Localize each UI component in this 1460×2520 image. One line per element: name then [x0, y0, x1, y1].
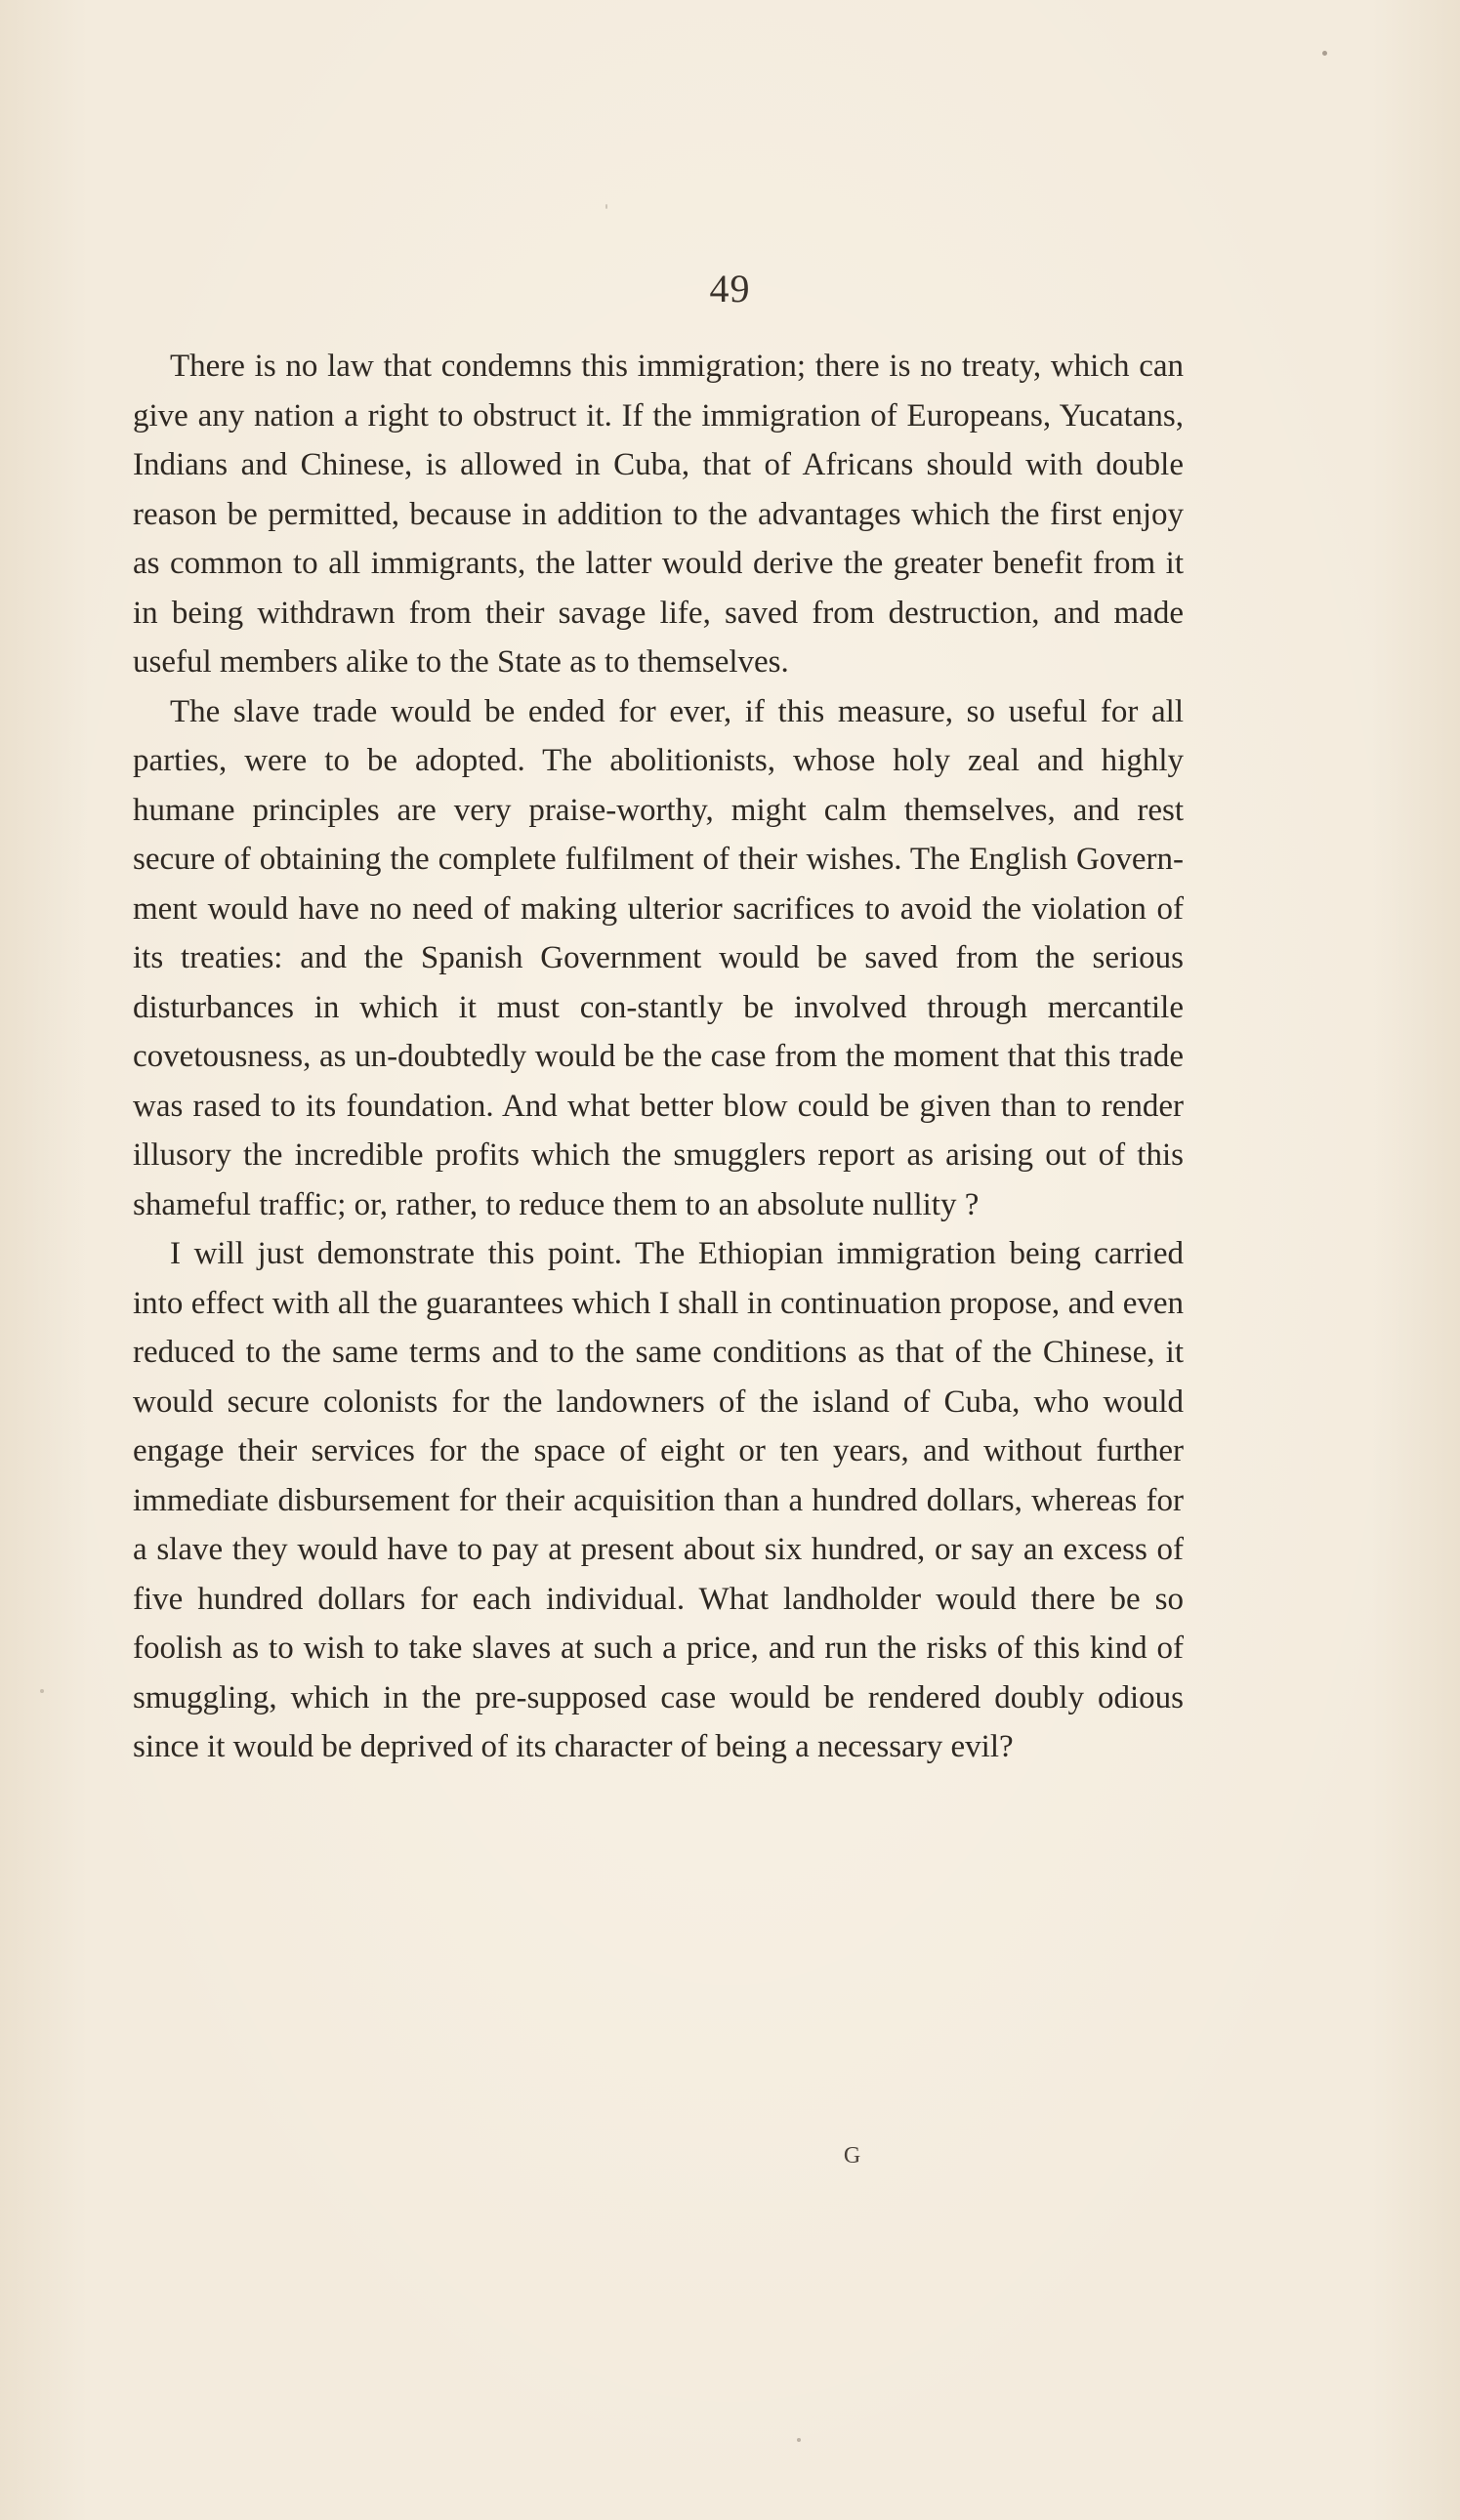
- paper-speck: [605, 204, 607, 209]
- paragraph-1: There is no law that condemns this immigration; there is no treaty, which can give any nation a right to obstruct it. If the immigration of Europeans, Yucatans, Indians and Chinese, is allowed in Cuba, that of Africans should with double reason be permitted, because in addition to the advantages which the first enjoy as common to all immigrants, the latter would derive the greater benefit from it in being withdrawn from their savage life, saved from destruction, and made useful members alike to the State as to themselves.: [133, 349, 1184, 680]
- paragraph-2: The slave trade would be ended for ever, if this measure, so useful for all parties, were to be adopted. The abolitionists, whose holy zeal and highly humane principles are very praise-worthy, might calm themselves, and rest secure of obtaining the complete fulfilment of their wishes. The English Govern-ment would have no need of making ulterior sacrifices to avoid the violation of its treaties: and the Spanish Government would be saved from the serious disturbances in which it must con-stantly be involved through mercantile covetousness, as un-doubtedly would be the case from the moment that this trade was rased to its foundation. And what better blow could be given than to render illusory the incredible profits which the smugglers report as arising out of this shameful traffic; or, rather, to reduce them to an absolute nullity ?: [133, 693, 1184, 1222]
- body-text: [133, 342, 1184, 1772]
- paper-speck: [797, 2438, 801, 2442]
- paper-speck: [40, 1689, 44, 1693]
- signature-mark: G: [843, 2143, 861, 2169]
- page-number: 49: [709, 267, 751, 310]
- paper-speck: [1322, 51, 1327, 56]
- paragraph-3: I will just demonstrate this point. The Ethiopian immigration being carried into effect with all the guarantees which I shall in continuation propose, and even reduced to the same terms and to the same conditions as that of the Chinese, it would secure colonists for the landowners of the island of Cuba, who would engage their services for the space of eight or ten years, and without further immediate disbursement for their acquisition than a hundred dollars, whereas for a slave they would have to pay at present about six hundred, or say an excess of five hundred dollars for each individual. What landholder would there be so foolish as to wish to take slaves at such a price, and run the risks of this kind of smuggling, which in the pre-supposed case would be rendered doubly odious since it would be deprived of its character of being a necessary evil?: [133, 1236, 1184, 1764]
